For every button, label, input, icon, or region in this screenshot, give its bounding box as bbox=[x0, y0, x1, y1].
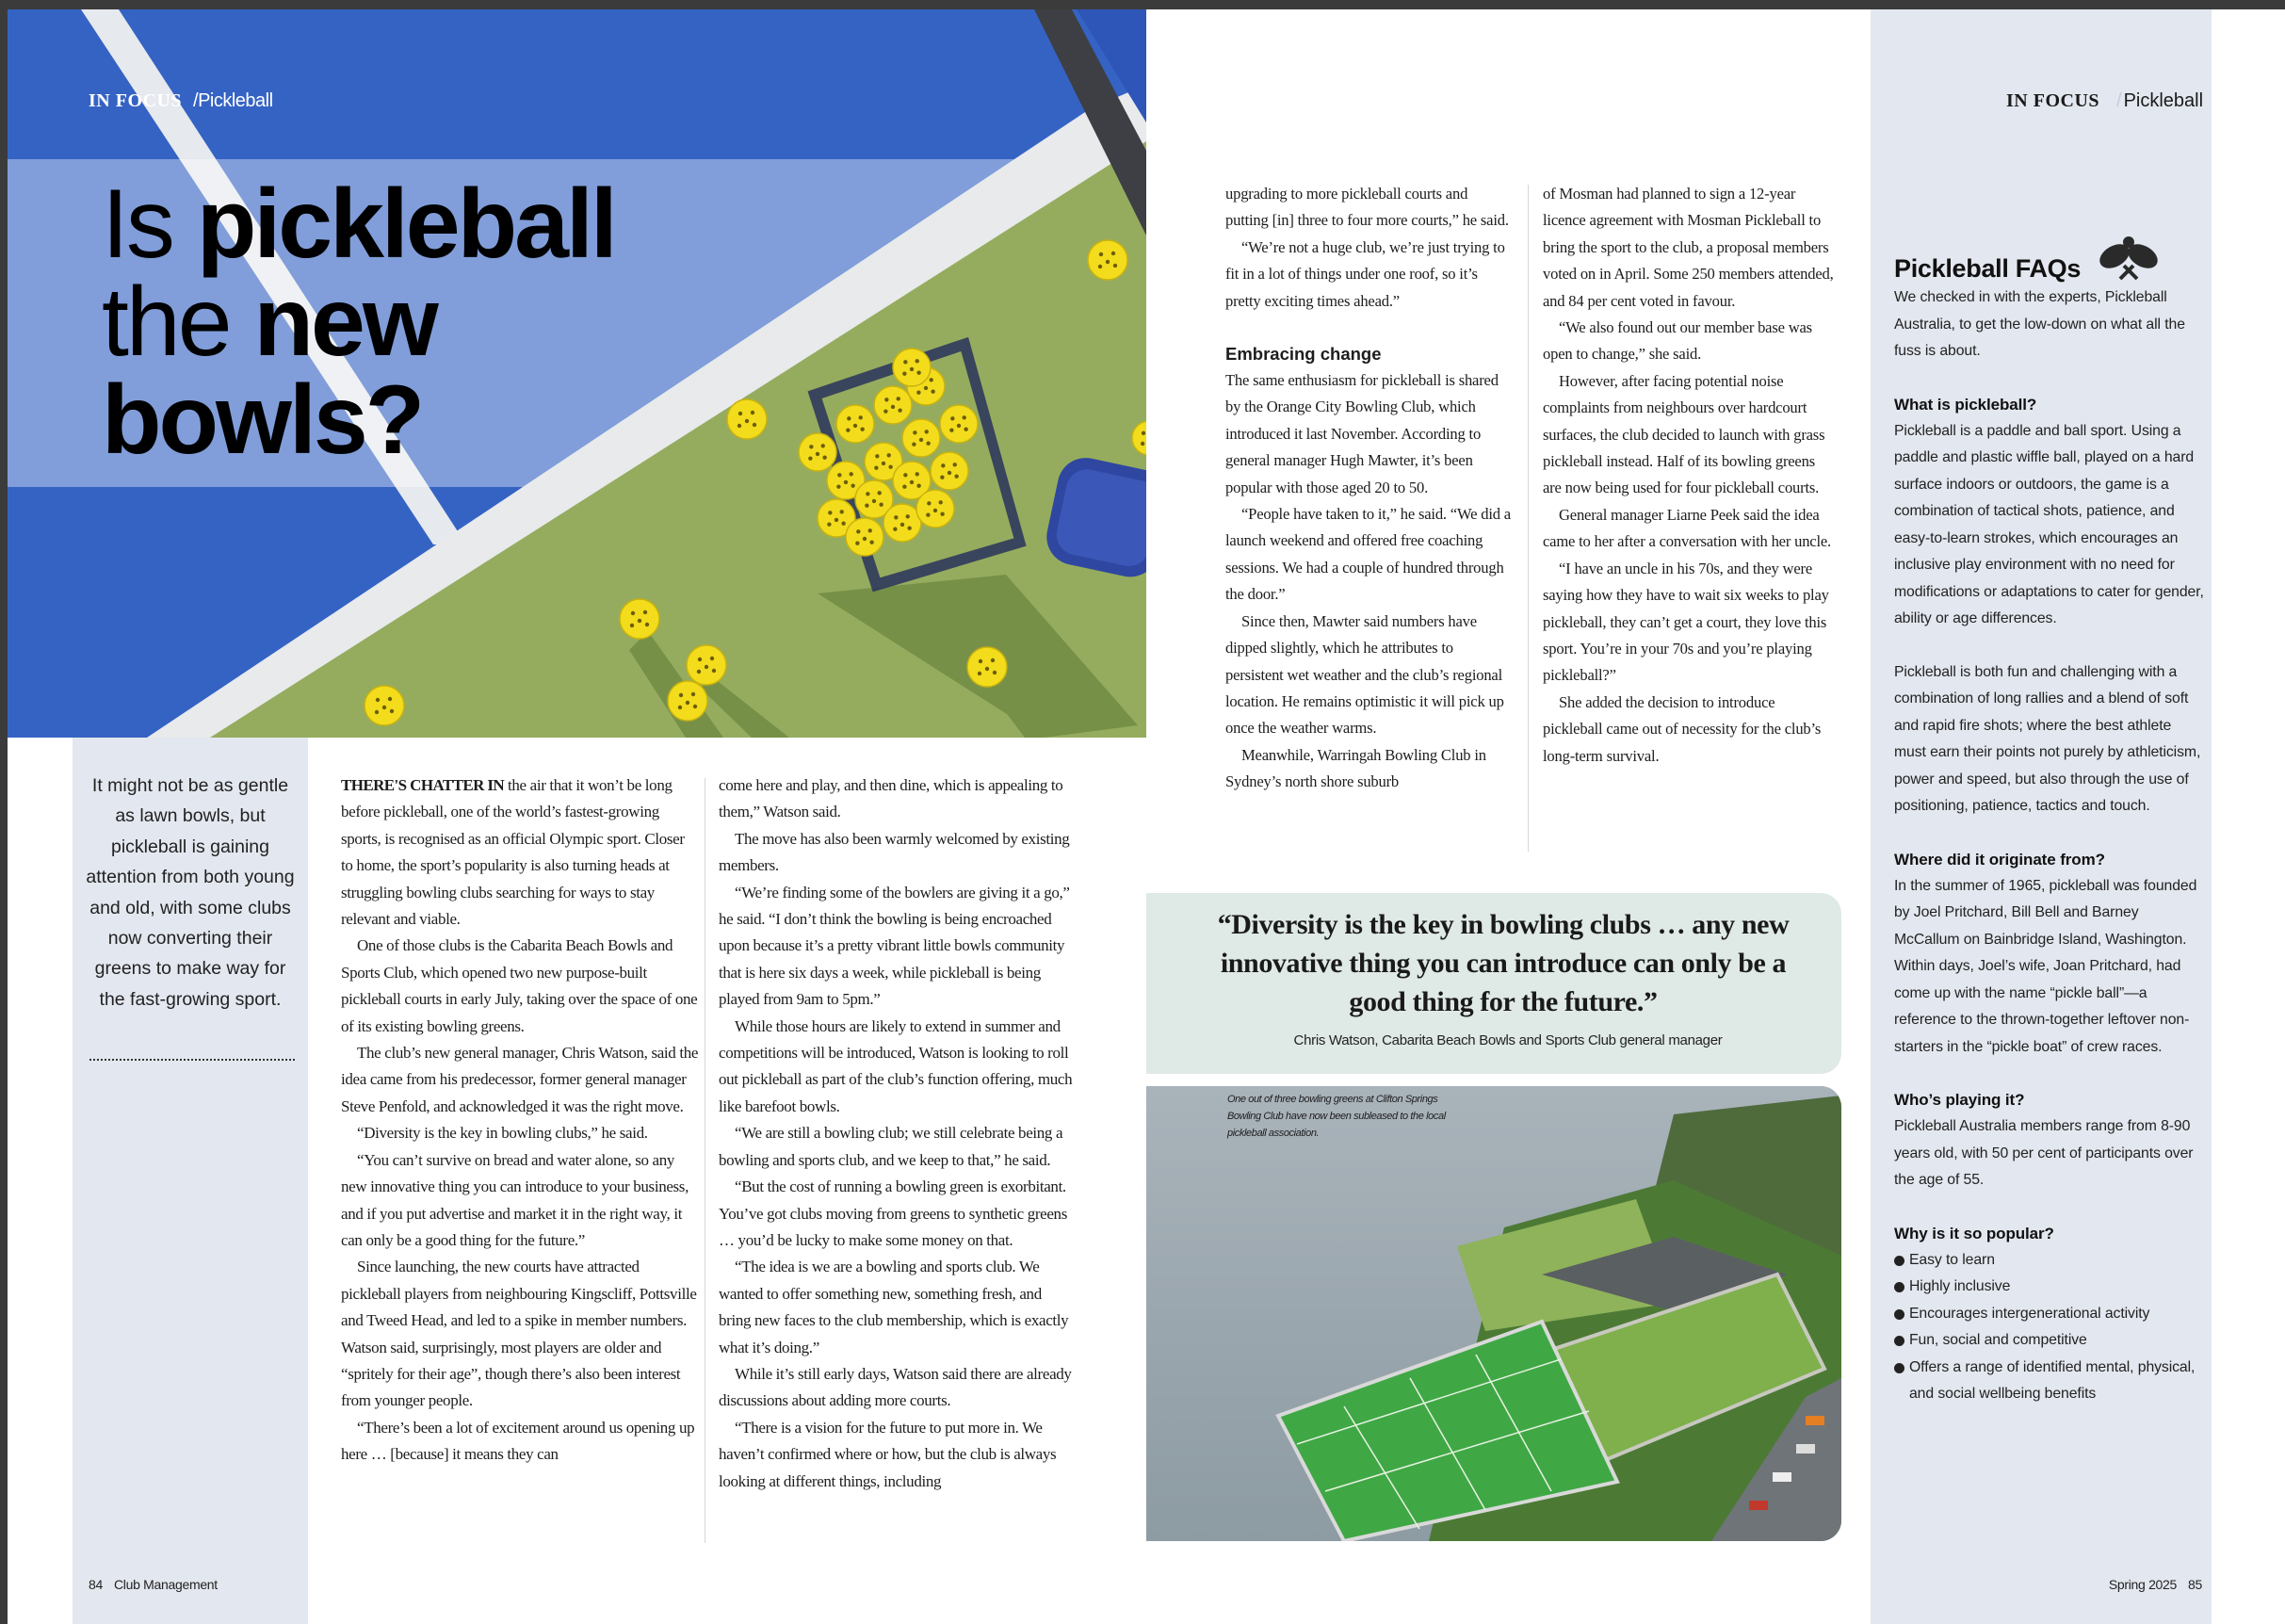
list-item bbox=[1894, 1327, 2205, 1355]
title-word: pickleball bbox=[196, 170, 615, 279]
ball-hole bbox=[847, 416, 851, 420]
ball-hole bbox=[390, 709, 394, 713]
ball-hole bbox=[835, 518, 838, 522]
article-paragraph bbox=[341, 1254, 699, 1414]
ball-hole bbox=[916, 390, 920, 394]
ball-hole bbox=[950, 416, 954, 420]
list-item-text: Easy to learn bbox=[1909, 1251, 1995, 1268]
pull-quote-attribution: Chris Watson, Cabarita Beach Bowls and Sports Club general manager bbox=[1293, 1032, 1723, 1048]
faq-heading: Why is it so popular? bbox=[1894, 1224, 2054, 1242]
ball-hole bbox=[940, 475, 944, 479]
ball-hole bbox=[840, 510, 844, 513]
window-top-bar bbox=[0, 0, 2285, 9]
article-paragraph bbox=[341, 933, 699, 1040]
ball-hole bbox=[382, 706, 386, 709]
article-column-4 bbox=[1543, 181, 1837, 770]
ball-hole bbox=[985, 667, 989, 671]
ball-hole bbox=[902, 371, 906, 375]
ball-hole bbox=[948, 471, 951, 475]
ball-hole bbox=[979, 659, 982, 663]
ball-hole bbox=[698, 658, 702, 661]
ball-hole bbox=[860, 428, 864, 431]
article-column-3 bbox=[1225, 181, 1514, 796]
ball-hole bbox=[645, 623, 649, 626]
ball-hole bbox=[926, 512, 930, 516]
ball-hole bbox=[872, 499, 876, 503]
ball-hole bbox=[388, 697, 392, 701]
paragraph-text: the air that it won’t be long before pickleball, one of the world’s fastest-growing sports, is recognised as an official Olympic sport. Closer to home, the sport’s popularity is also turning heads at struggling bowling clubs searching for ways to stay relevant and viable. bbox=[341, 776, 685, 929]
ball-hole bbox=[1113, 264, 1117, 268]
column-divider bbox=[1528, 185, 1529, 852]
list-item bbox=[1894, 1355, 2205, 1408]
issue-name: Spring 2025 bbox=[2108, 1577, 2178, 1592]
ball-hole bbox=[1099, 252, 1103, 256]
article-column-2 bbox=[719, 772, 1077, 1495]
ball-hole bbox=[900, 523, 904, 527]
list-item bbox=[1894, 1274, 2205, 1301]
ball-hole bbox=[638, 619, 641, 623]
paragraph-text: The move has also been warmly welcomed by existing members. bbox=[719, 829, 1070, 875]
ball-hole bbox=[875, 454, 879, 458]
ball-hole bbox=[376, 698, 380, 702]
aerial-photo bbox=[1146, 1086, 1841, 1541]
ball-hole bbox=[816, 452, 819, 456]
bullet-ball-icon bbox=[1894, 1363, 1904, 1373]
ball-hole bbox=[1111, 252, 1115, 255]
ball-hole bbox=[893, 527, 897, 530]
paragraph-text: Since launching, the new courts have attracted pickleball players from neighbouring Kingscliff, Pottsville and Tweed Head, and led to a spike in member numbers. Watson said, surprisingly, most players are older and “spritely for their age”, though there’s also been interest from younger people. bbox=[341, 1258, 697, 1410]
ball-hole bbox=[856, 529, 860, 533]
paragraph-text: “We also found out our member base was open to change,” she said. bbox=[1543, 318, 1812, 364]
window-left-bar bbox=[0, 0, 8, 1624]
ball-hole bbox=[691, 692, 695, 696]
article-paragraph bbox=[1543, 502, 1837, 556]
ball-hole bbox=[882, 462, 885, 465]
breadcrumb-right bbox=[2006, 90, 2203, 112]
article-paragraph bbox=[719, 1415, 1077, 1495]
ball-hole bbox=[751, 411, 754, 414]
paragraph-text: However, after facing potential noise complaints from neighbours over hardcourt surfaces, the club decided to launch with grass pickleball instead. Half of its bowling greens are now being used for four pickleball courts. bbox=[1543, 371, 1825, 497]
paragraph-text: “We’re not a huge club, we’re just trying to fit in a lot of things under one roof, so it’s pretty exciting times ahead.” bbox=[1225, 237, 1505, 310]
publication-name: Club Management bbox=[113, 1577, 218, 1592]
ball-hole bbox=[888, 465, 892, 469]
ball-hole bbox=[883, 409, 887, 413]
ball-hole bbox=[863, 537, 867, 541]
paragraph-text: She added the decision to introduce pickleball came out of necessity for the club’s long-term survival. bbox=[1543, 692, 1822, 765]
ball-hole bbox=[993, 671, 997, 674]
paragraph-text: “But the cost of running a bowling green is exorbitant. You’ve got clubs moving from greens to synthetic greens … you’d be lucky to make some money on that. bbox=[719, 1177, 1067, 1249]
list-item-text: Offers a range of identified mental, physical, and social wellbeing benefits bbox=[1909, 1358, 2196, 1402]
faq-answer: Pickleball is both fun and challenging with a combination of long rallies and a blend of soft and rapid fire shots; where the best athlete must earn their points not purely by athleticism, power and speed, but also through the use of positioning, patience, tactics and touch. bbox=[1894, 663, 2201, 814]
ball-hole bbox=[902, 484, 906, 488]
article-column-1 bbox=[341, 772, 699, 1469]
ball-hole bbox=[827, 522, 831, 526]
ball-hole bbox=[851, 484, 854, 488]
ball-hole bbox=[954, 475, 958, 479]
faq-box bbox=[1894, 252, 2205, 1408]
ball-hole bbox=[693, 705, 697, 708]
ball-hole bbox=[631, 611, 635, 615]
list-item bbox=[1894, 1301, 2205, 1328]
ball-hole bbox=[866, 492, 869, 495]
title-word: Is bbox=[102, 170, 172, 279]
article-paragraph bbox=[719, 880, 1077, 1014]
ball-hole bbox=[836, 484, 840, 488]
ball-hole bbox=[931, 390, 934, 394]
ball-hole bbox=[1106, 260, 1110, 264]
ball-hole bbox=[846, 428, 850, 431]
ball-hole bbox=[957, 424, 961, 428]
ball-hole bbox=[898, 409, 901, 413]
ball-hole bbox=[850, 472, 853, 476]
lead-in: THERE'S CHATTER IN bbox=[341, 776, 505, 794]
ball-hole bbox=[822, 456, 826, 460]
faq-title: Pickleball FAQs bbox=[1894, 254, 2082, 283]
faq-answer: Pickleball is a paddle and ball sport. Using a paddle and plastic wiffle ball, played on a hard surface indoors or outdoors, the game is a combination of tactical shots, patience, and easy-to-learn strokes, which encourages an inclusive play environment with no need for modifications or adaptations to cater for gender, ability or age differences. bbox=[1894, 422, 2204, 626]
list-item-text: Fun, social and competitive bbox=[1909, 1332, 2087, 1348]
paragraph-text: “There is a vision for the future to put more in. We haven’t confirmed where or how, but the club is always looking at different things, including bbox=[719, 1418, 1057, 1490]
ball-hole bbox=[738, 412, 742, 415]
ball-hole bbox=[926, 442, 930, 446]
ball-hole bbox=[910, 480, 914, 484]
list-item-text: Encourages intergenerational activity bbox=[1909, 1305, 2150, 1322]
paragraph-text: The same enthusiasm for pickleball is shared by the Orange City Bowling Club, which introduced it last November. According to general manager Hugh Mawter, it’s been popular with those aged 20 to 50. bbox=[1225, 371, 1499, 496]
paragraph-text: “We are still a bowling club; we still celebrate being a bowling and sports club, and we keep to that,” he said. bbox=[719, 1124, 1063, 1169]
standfirst: It might not be as gentle as lawn bowls, but pickleball is gaining attention from both young and old, with some clubs now converting their greens to make way for the fast-growing sport. bbox=[86, 775, 295, 1010]
bullet-ball-icon bbox=[1894, 1336, 1904, 1346]
paragraph-text: “I have an uncle in his 70s, and they were saying how they have to wait six weeks to play pickleball, they can’t get a court, they love this sport. You’re in your 70s and you’re playing pickleball?” bbox=[1543, 559, 1829, 685]
ball-hole bbox=[859, 415, 863, 419]
ball-hole bbox=[712, 669, 716, 673]
ball-hole bbox=[930, 378, 933, 382]
ball-hole bbox=[745, 419, 749, 423]
ball-hole bbox=[927, 501, 931, 505]
ball-hole bbox=[1141, 442, 1144, 446]
ball-hole bbox=[878, 491, 882, 495]
pull-quote-text: “Diversity is the key in bowling clubs … any new innovative thing you can introduce can only be a good thing for the future.” bbox=[1217, 909, 1790, 1017]
ball-hole bbox=[919, 438, 923, 442]
title-word: the bbox=[102, 268, 230, 377]
bullet-ball-icon bbox=[1894, 1282, 1904, 1292]
article-paragraph bbox=[719, 826, 1077, 880]
ball-hole bbox=[630, 624, 634, 627]
ball-hole bbox=[1142, 431, 1145, 435]
faq-heading: Who’s playing it? bbox=[1894, 1091, 2025, 1109]
photo-caption: One out of three bowling greens at Clifton Springs Bowling Club have now been subleased to the local pickleball association. bbox=[1227, 1094, 1446, 1139]
ball-hole bbox=[891, 405, 895, 409]
ball-hole bbox=[865, 503, 868, 507]
ball-hole bbox=[964, 428, 967, 431]
ball-hole bbox=[737, 424, 741, 428]
article-paragraph bbox=[719, 1014, 1077, 1121]
section-heading: Embracing change bbox=[1225, 344, 1382, 365]
bullet-ball-icon bbox=[1894, 1309, 1904, 1320]
ball-hole bbox=[874, 465, 878, 469]
ball-hole bbox=[940, 512, 944, 516]
ball-hole bbox=[978, 672, 981, 675]
ball-hole bbox=[841, 522, 845, 526]
bullet-ball-icon bbox=[1894, 1256, 1904, 1266]
article-paragraph bbox=[1225, 181, 1514, 235]
ball-hole bbox=[821, 444, 825, 447]
article-paragraph bbox=[1543, 315, 1837, 368]
article-paragraph bbox=[341, 1415, 699, 1469]
paragraph-text: “You can’t survive on bread and water alone, so any new innovative thing you can introduce to your business, and if you put advertise and market it in the right way, it can only be a good thing for the future.” bbox=[341, 1150, 689, 1249]
faq-answer: In the summer of 1965, pickleball was founded by Joel Pritchard, Bill Bell and Barney McCallum on Bainbridge Island, Washington. Within days, Joel’s wife, Joan Pritchard, had come up with the name “pickle ball”—a reference to the thrown-together leftover non-starters in the “pickle boat” of crew races. bbox=[1894, 877, 2197, 1055]
ball-hole bbox=[939, 500, 943, 504]
paragraph-text: come here and play, and then dine, which is appealing to them,” Watson said. bbox=[719, 776, 1063, 821]
ball-hole bbox=[916, 359, 919, 363]
paragraph-text: “Diversity is the key in bowling clubs,” he said. bbox=[357, 1124, 648, 1143]
ball-hole bbox=[837, 473, 841, 477]
ball-hole bbox=[913, 430, 916, 434]
ball-hole bbox=[963, 415, 966, 419]
ball-hole bbox=[1098, 265, 1102, 268]
ball-hole bbox=[853, 424, 857, 428]
ball-hole bbox=[679, 693, 683, 697]
ball-hole bbox=[686, 701, 689, 705]
ball-hole bbox=[697, 670, 701, 674]
article-paragraph bbox=[341, 772, 699, 933]
title-word: bowls? bbox=[102, 365, 423, 475]
pull-quote bbox=[1146, 893, 1841, 1074]
page-title bbox=[102, 170, 615, 475]
ball-hole bbox=[887, 453, 891, 457]
paragraph-text: “The idea is we are a bowling and sports club. We wanted to offer something new, something fresh, and bring new faces to the club membership, which is exactly what it’s doing.” bbox=[719, 1258, 1069, 1356]
footer-right bbox=[2109, 1577, 2202, 1592]
ball-hole bbox=[916, 371, 920, 375]
ball-hole bbox=[869, 541, 873, 544]
ball-hole bbox=[894, 515, 898, 519]
ball-hole bbox=[916, 484, 920, 488]
article-paragraph bbox=[341, 1120, 699, 1146]
ball-hole bbox=[705, 665, 708, 669]
article-paragraph bbox=[1543, 368, 1837, 502]
paragraph-text: of Mosman had planned to sign a 12-year licence agreement with Mosman Pickleball to bring the sport to the club, a proposal members voted on in April. Some 250 members attended, and 84 per cent voted in favour. bbox=[1543, 185, 1834, 310]
ball-hole bbox=[924, 386, 928, 390]
ball-hole bbox=[933, 509, 937, 512]
ball-hole bbox=[678, 706, 682, 709]
article-paragraph bbox=[719, 772, 1077, 826]
article-paragraph bbox=[1225, 235, 1514, 315]
page-number: 85 bbox=[2188, 1577, 2202, 1592]
article-paragraph bbox=[719, 1254, 1077, 1361]
faq-heading: What is pickleball? bbox=[1894, 395, 2037, 414]
section-label: IN FOCUS bbox=[89, 90, 183, 111]
popular-list bbox=[1894, 1247, 2205, 1408]
article-paragraph bbox=[1543, 556, 1837, 690]
ball-hole bbox=[912, 442, 916, 446]
footer-left bbox=[89, 1577, 218, 1592]
ball-hole bbox=[949, 428, 953, 431]
separator: / bbox=[2116, 90, 2122, 111]
paragraph-text: “There’s been a lot of excitement around us opening up here … [because] it means they can bbox=[341, 1418, 695, 1464]
paragraph-text: Since then, Mawter said numbers have dipped slightly, which he attributes to persistent wet weather and the club’s regional location. He remains optimistic it will pick up once the weather warms. bbox=[1225, 611, 1504, 738]
bowling-club-aerial-image bbox=[1146, 1086, 1841, 1541]
article-paragraph bbox=[719, 1361, 1077, 1415]
ball-hole bbox=[906, 514, 910, 518]
breadcrumb bbox=[89, 90, 273, 112]
section-label: IN FOCUS bbox=[2006, 90, 2100, 111]
ball-hole bbox=[916, 472, 919, 476]
article-paragraph bbox=[1543, 690, 1837, 770]
paragraph-text: One of those clubs is the Cabarita Beach Bowls and Sports Club, which opened two new purpose-built pickleball courts in early July, taking over the space of one of its existing bowling greens. bbox=[341, 936, 698, 1035]
list-item-text: Highly inclusive bbox=[1909, 1278, 2011, 1294]
ball-hole bbox=[868, 528, 872, 532]
ball-hole bbox=[828, 511, 832, 514]
article-paragraph bbox=[719, 1120, 1077, 1174]
paragraph-text: Meanwhile, Warringah Bowling Club in Sydney’s north shore suburb bbox=[1225, 745, 1486, 791]
article-paragraph bbox=[1225, 742, 1514, 796]
ball-hole bbox=[643, 610, 647, 614]
ball-hole bbox=[808, 456, 812, 460]
list-item bbox=[1894, 1247, 2205, 1275]
paragraph-text: upgrading to more pickleball courts and putting [in] three to four more courts,” he said. bbox=[1225, 185, 1509, 230]
ball-hole bbox=[941, 463, 945, 467]
ball-hole bbox=[884, 398, 888, 401]
paragraph-text: While those hours are likely to extend in summer and competitions will be introduced, Watson is looking to roll out pickleball as part of the club’s function offering, much like barefoot bowls. bbox=[719, 1016, 1073, 1115]
hero-image bbox=[8, 9, 1146, 738]
article-paragraph bbox=[1543, 181, 1837, 315]
article-paragraph bbox=[341, 1147, 699, 1255]
paragraph-text: While it’s still early days, Watson said there are already discussions about adding more courts. bbox=[719, 1364, 1072, 1410]
dotted-divider bbox=[89, 1059, 295, 1061]
paragraph-text: The club’s new general manager, Chris Watson, said the idea came from his predecessor, former general manager Steve Penfold, and acknowledged it was the right move. bbox=[341, 1044, 699, 1115]
pickleball-paddles-icon bbox=[2096, 235, 2162, 283]
title-word: new bbox=[253, 268, 436, 377]
article-paragraph bbox=[719, 1174, 1077, 1254]
paragraph-text: “People have taken to it,” he said. “We did a launch weekend and offered free coaching sessions. We had a couple of hundred through the door.” bbox=[1225, 505, 1511, 604]
faq-intro: We checked in with the experts, Pickleball Australia, to get the low-down on what all the fuss is about. bbox=[1894, 289, 2185, 359]
ball-hole bbox=[903, 473, 907, 477]
ball-hole bbox=[753, 423, 756, 427]
paragraph-text: “We’re finding some of the bowlers are giving it a go,” he said. “I don’t think the bowling is being encroached upon because it’s a pretty vibrant little bowls community that is here six days a week, while pickleball is being played from 9am to 5pm.” bbox=[719, 883, 1070, 1009]
ball-hole bbox=[844, 480, 848, 484]
faq-answer: Pickleball Australia members range from 8-90 years old, with 50 per cent of participants over the age of 55. bbox=[1894, 1118, 2194, 1188]
ball-hole bbox=[953, 463, 957, 466]
ball-hole bbox=[855, 541, 859, 544]
article-paragraph bbox=[1225, 501, 1514, 609]
ball-hole bbox=[910, 367, 914, 371]
article-paragraph bbox=[1225, 609, 1514, 742]
paragraph-text: General manager Liarne Peek said the idea came to her after a conversation with her uncle. bbox=[1543, 505, 1831, 551]
ball-hole bbox=[907, 527, 911, 530]
ball-hole bbox=[879, 503, 883, 507]
page-number: 84 bbox=[89, 1577, 103, 1592]
faq-heading: Where did it originate from? bbox=[1894, 850, 2105, 869]
ball-hole bbox=[710, 657, 714, 660]
ball-hole bbox=[903, 360, 907, 364]
subsection-label: Pickleball bbox=[2123, 90, 2204, 111]
ball-hole bbox=[925, 430, 929, 433]
faq-sections bbox=[1894, 392, 2205, 1194]
ball-hole bbox=[897, 397, 900, 400]
article-paragraph bbox=[1225, 367, 1514, 501]
ball-hole bbox=[991, 658, 995, 662]
article-paragraph bbox=[341, 1040, 699, 1120]
ball-hole bbox=[375, 710, 379, 714]
ball-hole bbox=[809, 445, 813, 448]
subsection-label: /Pickleball bbox=[193, 90, 273, 111]
